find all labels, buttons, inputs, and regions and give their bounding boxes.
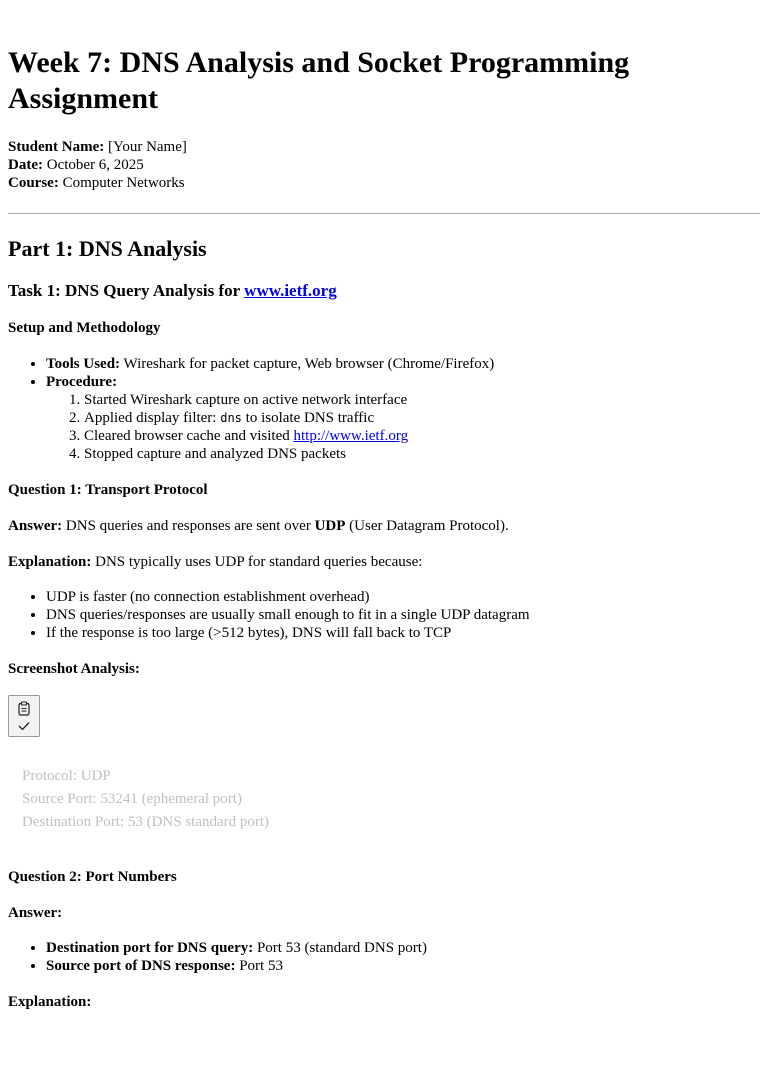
filter-code: dns [220,411,242,425]
step-text: Applied display filter: [84,410,221,426]
question1-heading: Question 1: Transport Protocol [8,482,208,498]
copy-button[interactable] [8,695,40,737]
src-port-value: Port 53 [235,958,283,974]
list-item [46,957,760,975]
course-line [8,174,760,192]
checkmark-icon [18,721,30,731]
student-name-label: Student Name: [8,139,105,155]
setup-heading: Setup and Methodology [8,320,161,336]
date-value: October 6, 2025 [42,157,144,173]
part1-heading: Part 1: DNS Analysis [8,236,207,261]
dest-port-value: Port 53 (standard DNS port) [253,940,427,956]
tools-label: Tools Used: [46,356,121,372]
code-block [22,765,760,834]
answer-label: Answer: [8,518,63,534]
dest-port-label: Destination port for DNS query: [46,940,254,956]
tools-item [46,355,760,373]
tools-value: Wireshark for packet capture, Web browser (Chrome/Firefox) [120,356,495,372]
port-numbers-list [8,939,760,975]
ietf-url-link[interactable]: http://www.ietf.org [293,428,409,444]
procedure-step [84,427,760,445]
list-item: • If the response is too large (>512 bytes), DNS will fall back to TCP [46,624,760,642]
explanation-text: DNS typically uses UDP for standard queries because: [91,554,423,570]
setup-list [8,355,760,463]
list-item [46,939,760,957]
page-title: Week 7: DNS Analysis and Socket Programming Assignment [8,46,630,115]
section-divider [8,213,760,214]
document [0,45,768,1011]
course-value: Computer Networks [58,175,185,191]
code-line: Source Port: 53241 (ephemeral port) [22,791,242,807]
code-line: Protocol: UDP [22,768,111,784]
list-item: • DNS queries/responses are usually small enough to fit in a single UDP datagram [46,606,760,624]
procedure-step: 1. Started Wireshark capture on active network interface [84,391,760,409]
answer-text: DNS queries and responses are sent over [62,518,315,534]
course-label: Course: [8,175,59,191]
question1-explanation [8,553,760,571]
date-label: Date: [8,157,43,173]
answer-emphasis: UDP [314,518,346,534]
ietf-heading-link[interactable]: www.ietf.org [244,281,337,300]
src-port-label: Source port of DNS response: [46,958,236,974]
answer-text: (User Datagram Protocol). [345,518,509,534]
screenshot-analysis-heading: Screenshot Analysis: [8,661,140,677]
procedure-steps [46,391,760,463]
explanation-label: Explanation: [8,554,92,570]
procedure-label: Procedure: [46,374,118,390]
step-text: to isolate DNS traffic [241,410,375,426]
udp-reasons-list [8,588,760,642]
task1-heading-text: Task 1: DNS Query Analysis for [8,281,245,300]
question2-heading: Question 2: Port Numbers [8,869,177,885]
date-line [8,156,760,174]
list-item: • UDP is faster (no connection establishment overhead) [46,588,760,606]
procedure-step [84,409,760,427]
student-name-value: [Your Name] [104,139,187,155]
question2-explanation-label: Explanation: [8,994,92,1010]
clipboard-icon [18,701,30,716]
assignment-meta [8,138,760,192]
procedure-step: 4. Stopped capture and analyzed DNS packets [84,445,760,463]
task1-heading [8,281,760,301]
code-line: Destination Port: 53 (DNS standard port) [22,814,270,830]
question1-answer [8,517,760,535]
student-name-line [8,138,760,156]
question2-answer-label: Answer: [8,905,63,921]
step-text: Cleared browser cache and visited [84,428,294,444]
procedure-item [46,373,760,463]
